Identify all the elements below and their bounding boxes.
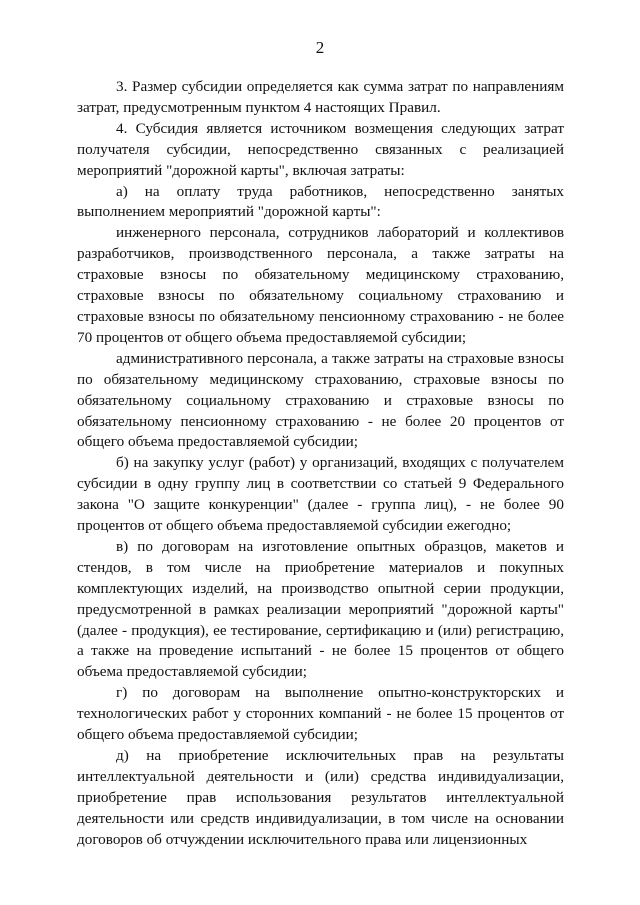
page-number: 2 (315, 38, 325, 57)
document-body (77, 77, 564, 851)
paragraph-subitem-a: а) на оплату труда работников, непосредственно занятых выполнением мероприятий "дорожной карты": (77, 182, 564, 221)
paragraph-administrative-staff: административного персонала, а также затраты на страховые взносы по обязательному медицинскому страхованию, страховые взносы по обязательному социальному страхованию и страховые взносы по обязательному пенсионному страхованию - не более 20 процентов от общего объема предоставляемой субсидии; (77, 349, 564, 451)
paragraph-subitem-d: д) на приобретение исключительных прав на результаты интеллектуальной деятельности и (или) средства индивидуализации, приобретение прав использования результатов интеллектуальной деятельности или средств индивидуализации, в том числе на основании договоров об отчуждении исключительного права или лицензионных (77, 747, 564, 848)
paragraph-subitem-g: г) по договорам на выполнение опытно-конструкторских и технологических работ у сторонних компаний - не более 15 процентов от общего объема предоставляемой субсидии; (77, 684, 564, 744)
paragraph-subitem-v: в) по договорам на изготовление опытных образцов, макетов и стендов, в том числе на приобретение материалов и покупных комплектующих изделий, на производство опытной серии продукции, предусмотренной в рамках реализации мероприятий "дорожной карты" (далее - продукция), ее тестирование, сертификацию и (или) регистрацию, а также на проведение испытаний - не более 15 процентов от общего объема предоставляемой субсидии; (77, 537, 564, 681)
paragraph-item-4: 4. Субсидия является источником возмещения следующих затрат получателя субсидии, непосредственно связанных с реализацией мероприятий "дорожной карты", включая затраты: (77, 119, 564, 179)
paragraph-item-3: 3. Размер субсидии определяется как сумма затрат по направлениям затрат, предусмотренным пунктом 4 настоящих Правил. (77, 78, 564, 116)
paragraph-subitem-b: б) на закупку услуг (работ) у организаций, входящих с получателем субсидии в одну группу лиц в соответствии со статьей 9 Федерального закона "О защите конкуренции" (далее - группа лиц), - не более 90 процентов от общего объема предоставляемой субсидии ежегодно; (77, 454, 564, 535)
paragraph-engineering-staff: инженерного персонала, сотрудников лабораторий и коллективов разработчиков, производственного персонала, а также затраты на страховые взносы по обязательному медицинскому страхованию, страховые взносы по обязательному социальному страхованию и страховые взносы по обязательному пенсионному страхованию - не более 70 процентов от общего объема предоставляемой субсидии; (77, 224, 564, 346)
